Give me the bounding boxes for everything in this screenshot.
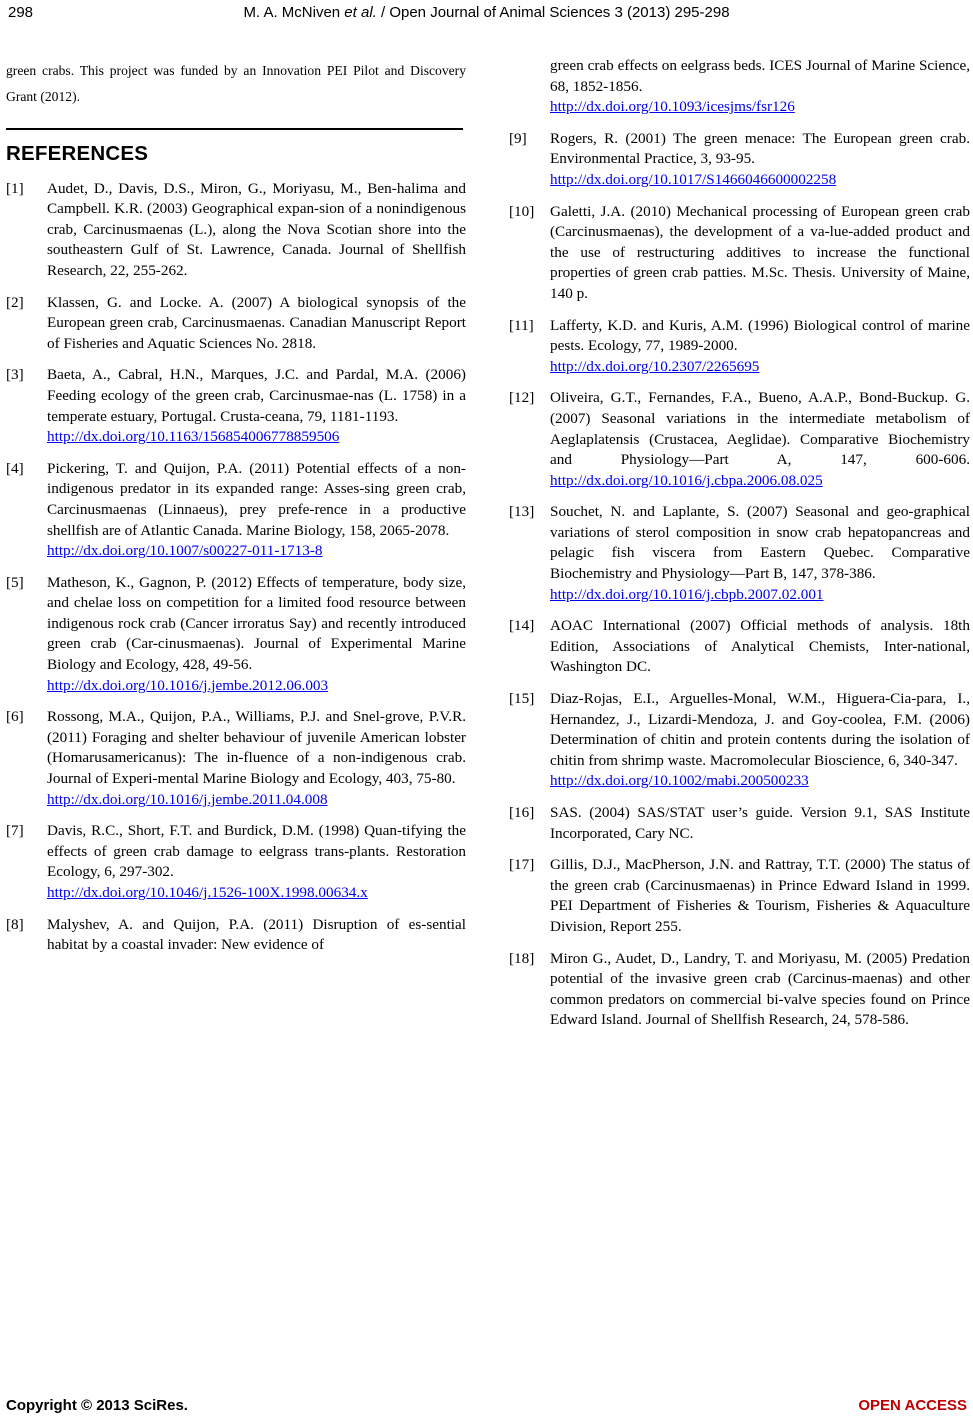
right-column (509, 56, 970, 1042)
reference-item: [16] SAS. (2004) SAS/STAT user’s guide. Version 9.1, SAS Institute Incorporated, Cary NC. (509, 804, 970, 842)
page-number: 298 (8, 4, 34, 21)
reference-item: [7] Davis, R.C., Short, F.T. and Burdick, D.M. (1998) Quan-tifying the effects of green crab damage to eelgrass trans-plants. Restoration Ecology, 6, 297-302. http://dx.doi.org/10.1046/j.1526-100X.1998.00634.x (6, 821, 466, 903)
running-header (0, 2, 973, 24)
reference-item: [1] Audet, D., Davis, D.S., Miron, G., Moriyasu, M., Ben-halima and Campbell. K.R. (2003) Geographical expan-sion of a nonindigenous crab, Carcinusmaenas (L.), along the Nova Scotian shore into the southeastern Gulf of St. Lawrence, Canada. Journal of Shellfish Research, 22, 255-262. (6, 179, 466, 279)
running-title: M. A. McNiven et al. / Open Journal of Animal Sciences 3 (2013) 295-298 (243, 4, 730, 21)
doi-link[interactable]: http://dx.doi.org/10.1016/j.cbpb.2007.02.001 (550, 585, 824, 603)
references-heading: REFERENCES (6, 142, 149, 165)
reference-item: [9] Rogers, R. (2001) The green menace: The European green crab. Environmental Practice, 3, 93-95. http://dx.doi.org/10.1017/S1466046600002258 (509, 129, 970, 191)
reference-item: [8] Malyshev, A. and Quijon, P.A. (2011) Disruption of es-sential habitat by a coastal invader: New evidence of (6, 915, 466, 954)
doi-link[interactable]: http://dx.doi.org/10.1163/156854006778859506 (47, 428, 340, 446)
doi-link[interactable]: http://dx.doi.org/10.2307/2265695 (550, 357, 760, 375)
doi-link[interactable]: http://dx.doi.org/10.1017/S1466046600002258 (550, 170, 837, 188)
reference-item: [6] Rossong, M.A., Quijon, P.A., Williams, P.J. and Snel-grove, P.V.R. (2011) Foraging and shelter behaviour of juvenile American lobster (Homarusamericanus): The in-fluence of a non-indigenous crab. Journal of Experi-mental Marine Biology and Ecology, 403, 75-80. http://dx.doi.org/10.1016/j.jembe.2011.04.008 (6, 707, 466, 810)
reference-item: [3] Baeta, A., Cabral, H.N., Marques, J.C. and Pardal, M.A. (2006) Feeding ecology of the green crab, Carcinusmae-nas (L. 1758) in a temperate estuary, Portugal. Crusta-ceana, 79, 1181-1193. http://dx.doi.org/10.1163/156854006778859506 (6, 365, 466, 447)
open-access-label: OPEN ACCESS (858, 1397, 967, 1414)
doi-link[interactable]: http://dx.doi.org/10.1016/j.jembe.2011.04.008 (47, 790, 328, 808)
left-column (6, 56, 466, 967)
doi-link[interactable]: http://dx.doi.org/10.1002/mabi.200500233 (550, 772, 809, 790)
reference-item: [10] Galetti, J.A. (2010) Mechanical processing of European green crab (Carcinusmaenas), the development of a va-lue-added product and the use of restructuring additives to increase the functional properties of green crab patties. M.Sc. Thesis. University of Maine, 140 p. (509, 202, 970, 302)
acknowledgement-text: green crabs. This project was funded by an Innovation PEI Pilot and Discovery Grant (2012). (6, 63, 466, 104)
reference-item: [4] Pickering, T. and Quijon, P.A. (2011) Potential effects of a non-indigenous predator in its expanded range: Asses-sing green crab, Carcinusmaenas (Linnaeus), prey prefe-rence in a productive shellfish are of Atlantic Canada. Marine Biology, 158, 2065-2078. http://dx.doi.org/10.1007/s00227-011-1713-8 (6, 459, 466, 562)
reference-item: [15] Diaz-Rojas, E.I., Arguelles-Monal, W.M., Higuera-Cia-para, I., Hernandez, J., Lizardi-Mendoza, J. and Goy-coolea, F.M. (2006) Determination of chitin and protein contents during the isolation of chitin from shrimp waste. Macromolecular Bioscience, 6, 340-347. http://dx.doi.org/10.1002/mabi.200500233 (509, 689, 970, 792)
doi-link[interactable]: http://dx.doi.org/10.1093/icesjms/fsr126 (550, 98, 795, 116)
reference-item: [13] Souchet, N. and Laplante, S. (2007) Seasonal and geo-graphical variations of sterol composition in snow crab hepatopancreas and pelagic fish viscera from Eastern Quebec. Comparative Biochemistry and Physiology—Part B, 147, 378-386. http://dx.doi.org/10.1016/j.cbpb.2007.02.001 (509, 502, 970, 605)
reference-item-continued: green crab effects on eelgrass beds. ICES Journal of Marine Science, 68, 1852-1856. http://dx.doi.org/10.1093/icesjms/fsr126 (509, 56, 970, 118)
reference-item: [11] Lafferty, K.D. and Kuris, A.M. (1996) Biological control of marine pests. Ecology, 77, 1989-2000. http://dx.doi.org/10.2307/2265695 (509, 316, 970, 378)
copyright-footer: Copyright © 2013 SciRes. (6, 1397, 188, 1414)
doi-link[interactable]: http://dx.doi.org/10.1046/j.1526-100X.1998.00634.x (47, 884, 368, 901)
doi-link[interactable]: http://dx.doi.org/10.1016/j.jembe.2012.06.003 (47, 676, 329, 694)
reference-item: [12] Oliveira, G.T., Fernandes, F.A., Bueno, A.A.P., Bond-Buckup. G. (2007) Seasonal variations in the intermediate metabolism of Aeglaplatensis (Crustacea, Aeglidae). Comparative Biochemistry and Physiology—Part A, 147, 600-606. http://dx.doi.org/10.1016/j.cbpa.2006.08.025 (509, 389, 970, 489)
reference-item: [2] Klassen, G. and Locke. A. (2007) A biological synopsis of the European green crab, Carcinusmaenas. Canadian Manuscript Report of Fisheries and Aquatic Sciences No. 2818. (6, 293, 466, 352)
doi-link[interactable]: http://dx.doi.org/10.1016/j.cbpa.2006.08.025 (550, 471, 823, 489)
reference-item: [5] Matheson, K., Gagnon, P. (2012) Effects of temperature, body size, and chelae loss on competition for a limited food resource between indigenous rock crab (Cancer irroratus Say) and recently introduced green crab (Car-cinusmaenas). Journal of Experimental Marine Biology and Ecology, 428, 49-56. http://dx.doi.org/10.1016/j.jembe.2012.06.003 (6, 573, 466, 697)
section-divider (6, 128, 463, 130)
reference-item: [14] AOAC International (2007) Official methods of analysis. 18th Edition, Associations of Analytical Chemists, Inter-national, Washington DC. (509, 617, 970, 676)
doi-link[interactable]: http://dx.doi.org/10.1007/s00227-011-1713-8 (47, 542, 323, 560)
reference-item: [18] Miron G., Audet, D., Landry, T. and Moriyasu, M. (2005) Predation potential of the invasive green crab (Carcinus-maenas) and other common predators on commercial bi-valve species found on Prince Edward Island. Journal of Shellfish Research, 24, 578-586. (509, 949, 970, 1029)
reference-item: [17] Gillis, D.J., MacPherson, J.N. and Rattray, T.T. (2000) The status of the green crab (Carcinusmaenas) in Prince Edward Island in 1999. PEI Department of Fisheries & Tourism, Fisheries & Aquaculture Division, Report 255. (509, 856, 970, 935)
